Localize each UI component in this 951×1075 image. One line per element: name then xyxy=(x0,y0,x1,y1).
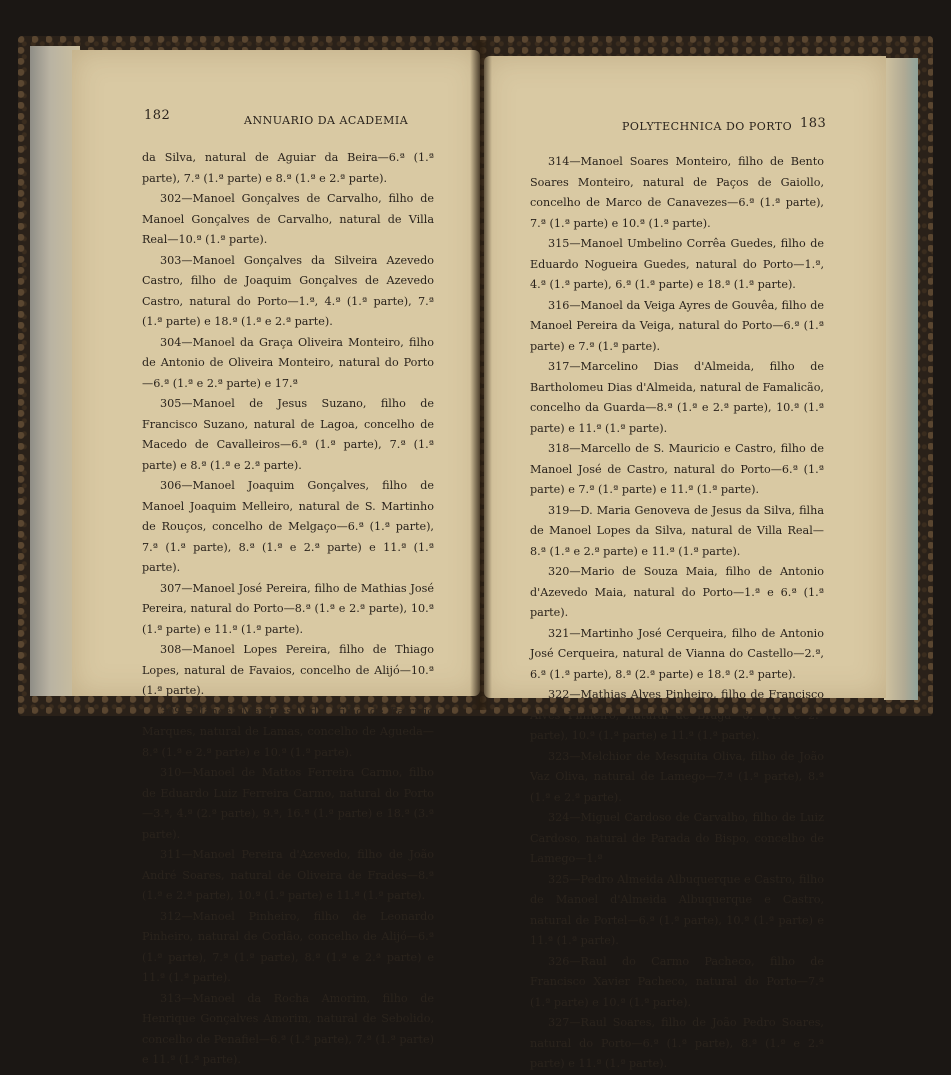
entry: 320—Mario de Souza Maia, filho de Antonio d'Azevedo Maia, natural do Porto—1.ª e 6.ª (1.ª parte). xyxy=(530,565,824,619)
page-number: 182 xyxy=(144,108,171,123)
entry: 310—Manoel de Mattos Ferreira Carmo, filho de Eduardo Luiz Ferreira Carmo, natural do Porto—3.ª, 4.ª (2.ª parte), 9.ª, 16.ª (1.ª parte) e 18.ª (3.ª parte). xyxy=(142,766,434,841)
entry: 323—Melchior de Mesquita Oliva, filho de João Vaz Oliva, natural de Lamego—7.ª (1.ª parte), 8.ª (1.ª e 2.ª parte). xyxy=(530,749,824,804)
right-page xyxy=(484,56,886,1070)
entry: 322—Mathias Alves Pinheiro, filho de Francisco Alves Pinheiro, natural de Braga—8.ª (1.ª e 2.ª parte), 10.ª (1.ª parte) e 11.ª (1.ª parte). xyxy=(530,688,824,742)
page-text xyxy=(142,148,434,1071)
left-page xyxy=(72,50,480,1066)
entry: 309—Manoel Marques Vidal, filho de Patricio Marques, natural de Lamas, concelho de Agueda—8.ª (1.ª e 2.ª parte) e 10.ª (1.ª parte). xyxy=(142,704,434,759)
entry: 315—Manoel Umbelino Corrêa Guedes, filho de Eduardo Nogueira Guedes, natural do Porto—1.ª, 4.ª (1.ª parte), 6.ª (1.ª parte) e 18.ª (1.ª parte). xyxy=(530,237,824,291)
entry: 305—Manoel de Jesus Suzano, filho de Francisco Suzano, natural de Lagoa, concelho de Macedo de Cavalleiros—6.ª (1.ª parte), 7.ª (1.ª parte) e 8.ª (1.ª e 2.ª parte). xyxy=(142,397,434,472)
entry: 303—Manoel Gonçalves da Silveira Azevedo Castro, filho de Joaquim Gonçalves de Azevedo Castro, natural do Porto—1.ª, 4.ª (1.ª parte), 7.ª (1.ª parte) e 18.ª (1.ª e 2.ª parte). xyxy=(142,253,434,328)
entry: 314—Manoel Soares Monteiro, filho de Bento Soares Monteiro, natural de Paços de Gaiollo, concelho de Marco de Canavezes—6.ª (1.ª parte), 7.ª (1.ª parte) e 10.ª (1.ª parte). xyxy=(530,155,824,230)
page-number: 183 xyxy=(800,116,827,131)
entry: 321—Martinho José Cerqueira, filho de Antonio José Cerqueira, natural de Vianna do Castello—2.ª, 6.ª (1.ª parte), 8.ª (2.ª parte) e 18.ª (2.ª parte). xyxy=(530,626,824,681)
entry: 318—Marcello de S. Mauricio e Castro, filho de Manoel José de Castro, natural do Porto—6.ª (1.ª parte) e 7.ª (1.ª parte) e 11.ª (1.ª parte). xyxy=(530,442,824,496)
entry: 313—Manoel da Rocha Amorim, filho de Henrique Gonçalves Amorim, natural de Sebolido, concelho de Penafiel—6.ª (1.ª parte), 7.ª (1.ª parte) e 11.ª (1.ª parte). xyxy=(142,991,434,1066)
entry: 324—Miguel Cardoso de Carvalho, filho de Luiz Cardoso, natural de Parada do Bispo, concelho de Lamego—1.ª xyxy=(530,811,824,865)
entry: da Silva, natural de Aguiar da Beira—6.ª (1.ª parte), 7.ª (1.ª parte) e 8.ª (1.ª e 2.ª parte). xyxy=(142,151,434,185)
entry: 316—Manoel da Veiga Ayres de Gouvêa, filho de Manoel Pereira da Veiga, natural do Porto—6.ª (1.ª parte) e 7.ª (1.ª parte). xyxy=(530,298,824,353)
entry: 325—Pedro Almeida Albuquerque e Castro, filho de Manoel d'Almeida Albuquerque e Castro, natural de Portel—6.ª (1.ª parte), 10.ª (1.ª parte) e 11.ª (1.ª parte). xyxy=(530,872,824,947)
entry: 326—Raul do Carmo Pacheco, filho de Francisco Xavier Pacheco, natural do Porto—7.ª (1.ª parte) e 10.ª (1.ª parte). xyxy=(530,954,824,1009)
entry: 317—Marcelino Dias d'Almeida, filho de Bartholomeu Dias d'Almeida, natural de Famalicão, concelho da Guarda—8.ª (1.ª e 2.ª parte), 10.ª (1.ª parte) e 11.ª (1.ª parte). xyxy=(530,360,824,435)
entry: 304—Manoel da Graça Oliveira Monteiro, filho de Antonio de Oliveira Monteiro, natural do Porto—6.ª (1.ª e 2.ª parte) e 17.ª xyxy=(142,335,434,390)
entry: 306—Manoel Joaquim Gonçalves, filho de Manoel Joaquim Melleiro, natural de S. Martinho de Rouços, concelho de Melgaço—6.ª (1.ª parte), 7.ª (1.ª parte), 8.ª (1.ª e 2.ª parte) e 11.ª (1.ª parte). xyxy=(142,479,434,574)
entry: 312—Manoel Pinheiro, filho de Leonardo Pinheiro, natural de Corlão, concelho de Alijó—6.ª (1.ª parte), 7.ª (1.ª parte), 8.ª (1.ª e 2.ª parte) e 11.ª (1.ª parte). xyxy=(142,909,434,984)
page-text xyxy=(530,152,824,1075)
entry: 302—Manoel Gonçalves de Carvalho, filho de Manoel Gonçalves de Carvalho, natural de Villa Real—10.ª (1.ª parte). xyxy=(142,192,434,246)
page-edges-right xyxy=(884,58,918,700)
entry: 327—Raul Soares, filho de João Pedro Soares, natural do Porto—6.ª (1.ª parte), 8.ª (1.ª e 2.ª parte) e 11.ª (1.ª parte). xyxy=(530,1016,824,1070)
entry: 311—Manoel Pereira d'Azevedo, filho de João André Soares, natural de Oliveira de Frades—8.ª (1.ª e 2.ª parte), 10.ª (1.ª parte) e 11.ª (1.ª parte). xyxy=(142,848,434,902)
running-head: POLYTECHNICA DO PORTO xyxy=(622,120,793,133)
entry: 308—Manoel Lopes Pereira, filho de Thiago Lopes, natural de Favaios, concelho de Alijó—10.ª (1.ª parte). xyxy=(142,643,434,697)
entry: 319—D. Maria Genoveva de Jesus da Silva, filha de Manoel Lopes da Silva, natural de Villa Real—8.ª (1.ª e 2.ª parte) e 11.ª (1.ª parte). xyxy=(530,503,824,558)
running-head: ANNUARIO DA ACADEMIA xyxy=(244,114,409,127)
entry: 307—Manoel José Pereira, filho de Mathias José Pereira, natural do Porto—8.ª (1.ª e 2.ª parte), 10.ª (1.ª parte) e 11.ª (1.ª parte). xyxy=(142,581,434,636)
book-gutter xyxy=(470,40,492,710)
